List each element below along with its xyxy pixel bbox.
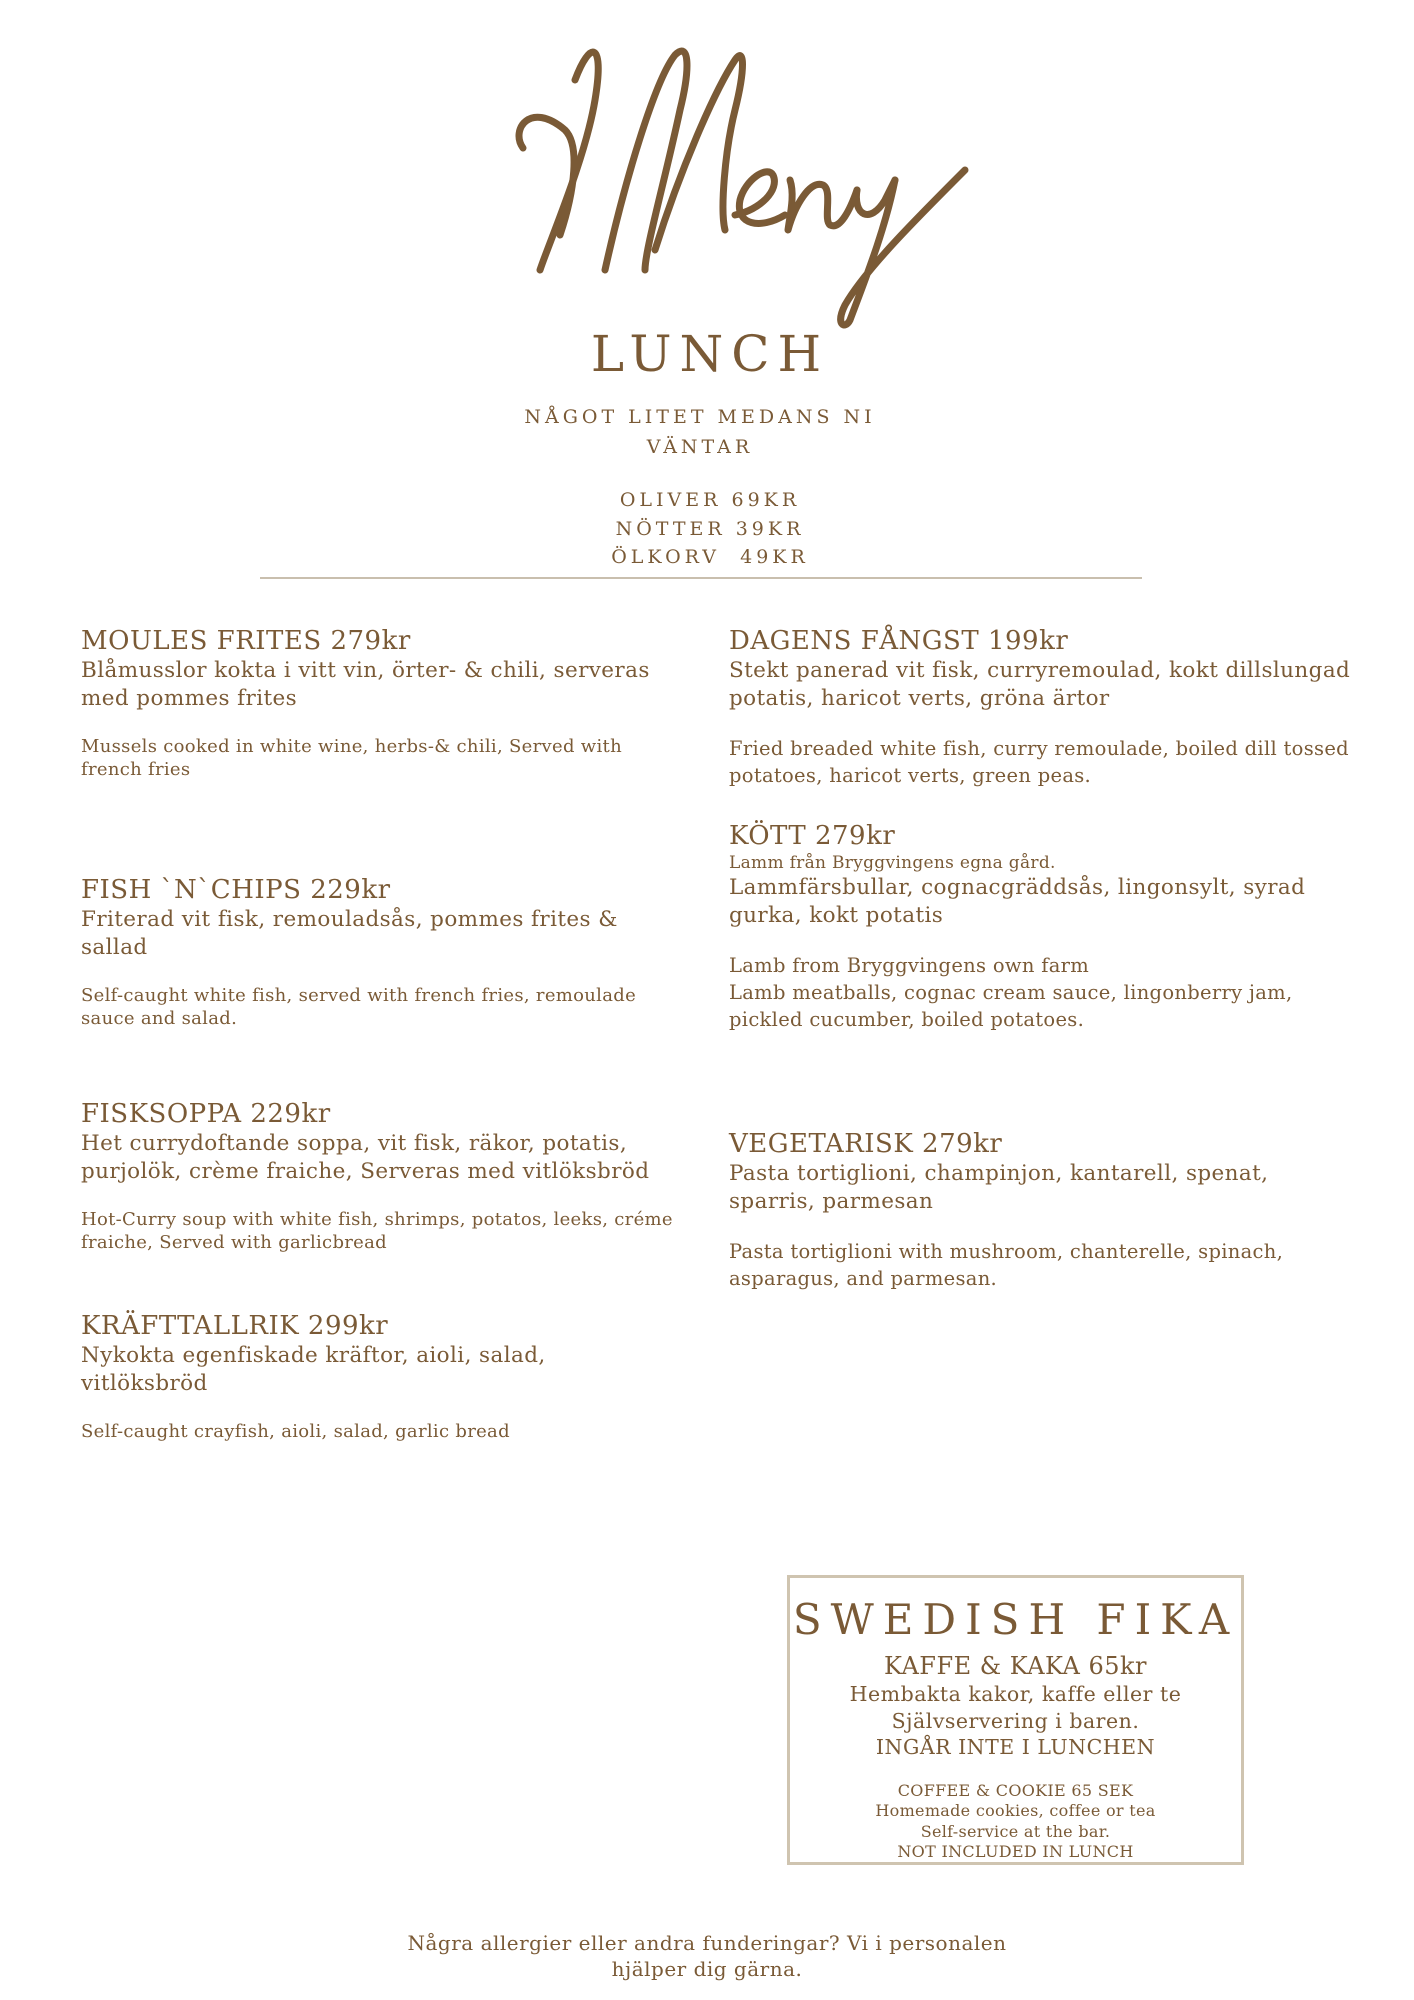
- dish-fish-n-chips: [81, 874, 701, 1030]
- footer-line: hjälper dig gärna.: [611, 1957, 803, 1981]
- desc-line: sallad: [81, 935, 148, 960]
- dish-title: VEGETARISK 279kr: [729, 1129, 1003, 1159]
- desc-line: Självservering i baren.: [891, 1708, 1140, 1733]
- dish-kott: [729, 820, 1369, 1033]
- footer-line: Några allergier eller andra funderingar? Vi i personalen: [407, 1931, 1007, 1955]
- desc-line: pickled cucumber, boiled potatoes.: [729, 1008, 1085, 1031]
- desc-line: Lamb from Bryggvingens own farm: [729, 954, 1090, 977]
- desc-line: Blåmusslor kokta i vitt vin, örter- & chili, serveras: [81, 658, 650, 683]
- desc-line: Het currydoftande soppa, vit fisk, räkor, potatis,: [81, 1131, 628, 1156]
- dish-title: FISKSOPPA 229kr: [81, 1099, 331, 1129]
- desc-line: INGÅR INTE I LUNCHEN: [875, 1735, 1156, 1759]
- snack-olives: OLIVER 69KR: [619, 489, 801, 511]
- desc-line: Friterad vit fisk, remouladsås, pommes frites &: [81, 907, 618, 932]
- dish-description-sv: [81, 657, 701, 713]
- allergy-footer: [407, 1930, 1007, 1982]
- dish-krafttallrik: [81, 1310, 701, 1443]
- dish-title: DAGENS FÅNGST 199kr: [729, 626, 1069, 656]
- dish-title: MOULES FRITES 279kr: [81, 626, 411, 656]
- dish-description-sv: [81, 906, 701, 962]
- intro-line-1: NÅGOT LITET MEDANS NI: [524, 406, 876, 428]
- dish-description-en: [729, 952, 1369, 1033]
- desc-line: Homemade cookies, coffee or tea: [875, 1801, 1156, 1820]
- desc-line: Hembakta kakor, kaffe eller te: [849, 1682, 1182, 1706]
- desc-line: Fried breaded white fish, curry remoulade, boiled dill tossed: [729, 737, 1349, 760]
- dish-description-sv: [729, 657, 1369, 713]
- desc-line: Hot-Curry soup with white fish, shrimps, potatos, leeks, créme: [81, 1209, 673, 1230]
- snack-list: [560, 486, 860, 572]
- intro-line-2: VÄNTAR: [646, 436, 754, 458]
- desc-line: vitlöksbröd: [81, 1371, 208, 1396]
- desc-line: Lammfärsbullar, cognacgräddsås, lingonsylt, syrad: [729, 875, 1306, 900]
- desc-line: Stekt panerad vit fisk, curryremoulad, kokt dillslungad: [729, 658, 1351, 683]
- desc-line: potatoes, haricot verts, green peas.: [729, 764, 1092, 787]
- dish-description-en: [81, 1420, 701, 1443]
- desc-line: Self-service at the bar.: [920, 1821, 1111, 1841]
- meny-script-logo: [505, 20, 975, 340]
- desc-line: asparagus, and parmesan.: [729, 1267, 998, 1290]
- swedish-fika-box: [787, 1575, 1244, 1865]
- desc-line: purjolök, crème fraiche, Serveras med vitlöksbröd: [81, 1159, 650, 1184]
- desc-line: Self-caught crayfish, aioli, salad, garlic bread: [81, 1421, 510, 1442]
- dish-description-en: [729, 735, 1369, 789]
- desc-line: Mussels cooked in white wine, herbs-& chili, Served with: [81, 736, 622, 757]
- desc-line: med pommes frites: [81, 686, 298, 711]
- lunch-heading: LUNCH: [590, 325, 830, 383]
- desc-line: Pasta tortiglioni with mushroom, chanterelle, spinach,: [729, 1240, 1284, 1263]
- dish-description-sv: [81, 1342, 701, 1398]
- fika-subtitle: KAFFE & KAKA 65kr: [884, 1652, 1147, 1680]
- dish-description-en: [81, 984, 701, 1030]
- fika-description-en: [790, 1781, 1241, 1863]
- desc-line: Self-caught white fish, served with french fries, remoulade: [81, 985, 637, 1006]
- dish-moules-frites: [81, 625, 701, 781]
- dish-vegetarisk: [729, 1128, 1369, 1292]
- desc-line: sauce and salad.: [81, 1008, 238, 1029]
- snack-nuts: NÖTTER 39KR: [615, 517, 805, 540]
- intro-text: [480, 402, 920, 462]
- dish-description-sv: [81, 1130, 701, 1186]
- desc-line: Nykokta egenfiskade kräftor, aioli, salad,: [81, 1343, 546, 1368]
- desc-line: sparris, parmesan: [729, 1189, 934, 1214]
- dish-description-sv: [729, 1160, 1369, 1216]
- desc-line: potatis, haricot verts, gröna ärtor: [729, 686, 1110, 711]
- dish-note: Lamm från Bryggvingens egna gård.: [729, 853, 1056, 873]
- dish-dagens-fangst: [729, 625, 1369, 789]
- fika-title: SWEDISH FIKA: [792, 1595, 1239, 1644]
- desc-line: Lamb meatballs, cognac cream sauce, lingonberry jam,: [729, 981, 1293, 1004]
- divider-rule: [260, 577, 1142, 579]
- dish-title: KÖTT 279kr: [729, 821, 896, 851]
- desc-line: gurka, kokt potatis: [729, 903, 944, 928]
- desc-line: NOT INCLUDED IN LUNCH: [897, 1842, 1134, 1861]
- desc-line: Pasta tortiglioni, champinjon, kantarell, spenat,: [729, 1161, 1269, 1186]
- dish-description-en: [81, 1208, 701, 1254]
- dish-description-sv: [729, 874, 1369, 930]
- fika-description-sv: [790, 1681, 1241, 1761]
- dish-title: FISH `N`CHIPS 229kr: [81, 875, 391, 905]
- desc-line: fraiche, Served with garlicbread: [81, 1232, 387, 1253]
- dish-description-en: [81, 735, 701, 781]
- dish-description-en: [729, 1238, 1369, 1292]
- snack-beer-sausage: ÖLKORV 49KR: [611, 546, 809, 568]
- dish-fisksoppa: [81, 1098, 701, 1254]
- desc-line: COFFEE & COOKIE 65 SEK: [897, 1780, 1134, 1800]
- dish-title: KRÄFTTALLRIK 299kr: [81, 1311, 389, 1341]
- desc-line: french fries: [81, 759, 191, 780]
